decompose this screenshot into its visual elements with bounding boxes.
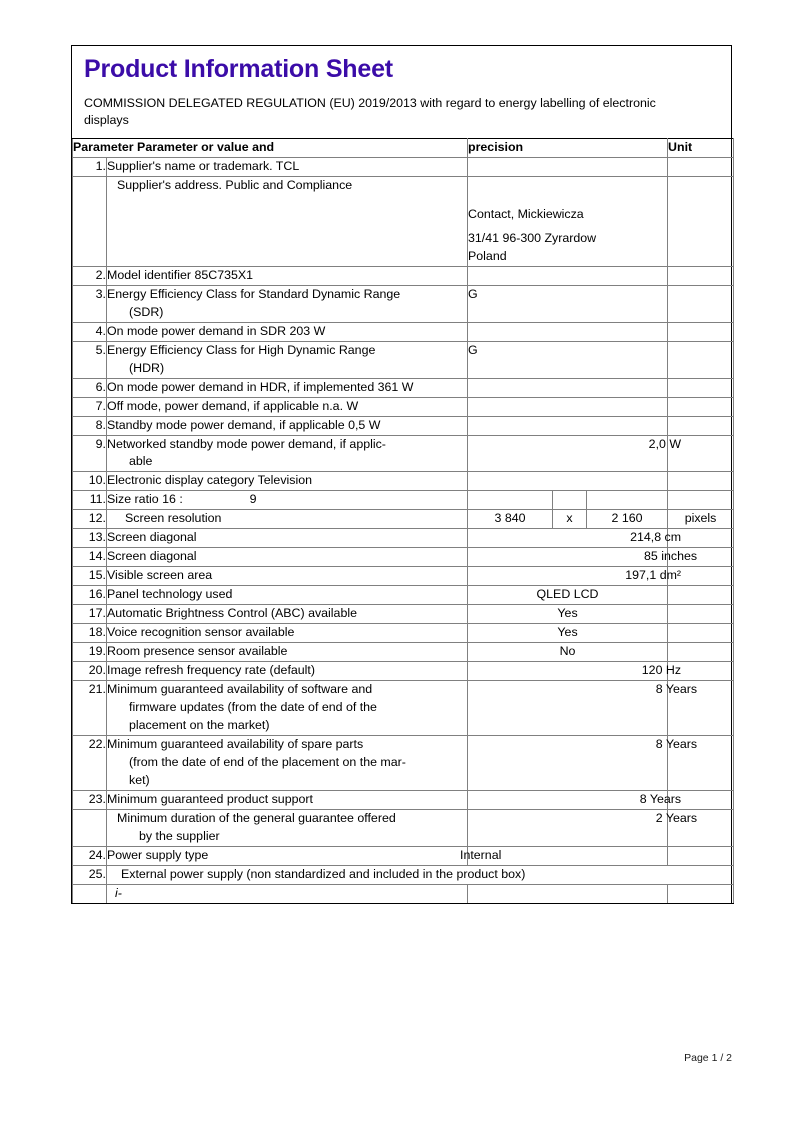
table-row <box>73 510 734 529</box>
row-number: 23. <box>73 791 107 810</box>
row-value-text: 8 Years <box>655 737 698 752</box>
table-row <box>73 643 734 662</box>
row-number: 4. <box>73 322 107 341</box>
row-number: 21. <box>73 681 107 736</box>
row-value <box>468 322 668 341</box>
row-value <box>468 529 682 548</box>
page-footer: Page 1 / 2 <box>684 1052 732 1064</box>
row-parameter: On mode power demand in SDR 203 W <box>107 322 468 341</box>
row-unit <box>668 643 734 662</box>
regulation-subtitle: COMMISSION DELEGATED REGULATION (EU) 2019/2013 with regard to energy labelling of electronic displays <box>84 95 656 128</box>
header-parameter-cell: Parameter Parameter or value and <box>73 138 468 157</box>
row-value: Yes <box>468 605 668 624</box>
table-row <box>73 624 734 643</box>
row-unit <box>668 567 734 586</box>
row-parameter-line2: firmware updates (from the date of end of the <box>129 700 377 715</box>
row-parameter: Supplier's address. Public and Compliance <box>107 176 468 266</box>
row-value <box>468 472 668 491</box>
row-value: Yes <box>468 624 668 643</box>
row-unit <box>668 529 734 548</box>
header-unit-cell: Unit <box>668 138 734 157</box>
row-value: No <box>468 643 668 662</box>
row-parameter <box>107 285 468 322</box>
row-value: QLED LCD <box>468 586 668 605</box>
table-row <box>73 662 734 681</box>
table-row <box>73 548 734 567</box>
row-parameter-line1: Minimum duration of the general guarantee offered <box>117 811 396 826</box>
row-unit <box>668 662 734 681</box>
row-value-text: Internal <box>460 848 502 863</box>
row-value-empty-3 <box>587 491 668 510</box>
row-value-text: 85 inches <box>644 549 698 564</box>
row-unit <box>668 736 734 791</box>
table-row <box>73 791 734 810</box>
row-number: 6. <box>73 378 107 397</box>
row-unit: pixels <box>668 510 734 529</box>
row-unit <box>668 285 734 322</box>
row-value <box>468 810 698 847</box>
row-unit <box>668 548 734 567</box>
row-parameter: Panel technology used <box>107 586 468 605</box>
row-unit <box>668 624 734 643</box>
address-line-1: Contact, Mickiewicza <box>468 206 584 221</box>
row-number <box>73 885 107 904</box>
row-parameter-line3: ket) <box>129 773 150 788</box>
row-number <box>73 176 107 266</box>
row-parameter-line2: (from the date of end of the placement on the mar- <box>129 755 406 770</box>
row-number: 7. <box>73 397 107 416</box>
table-row <box>73 529 734 548</box>
table-row <box>73 416 734 435</box>
row-value <box>468 157 668 176</box>
row-number <box>73 810 107 847</box>
row-parameter: On mode power demand in HDR, if implemented 361 W <box>107 378 468 397</box>
row-number: 8. <box>73 416 107 435</box>
row-parameter: Room presence sensor available <box>107 643 468 662</box>
address-line-2: 31/41 96-300 Zyrardow <box>468 230 597 245</box>
row-value-text: 8 Years <box>655 682 698 697</box>
row-value-text: 120 Hz <box>641 663 682 678</box>
row-value <box>468 378 668 397</box>
row-value <box>468 662 682 681</box>
row-unit <box>668 791 734 810</box>
row-parameter-line1: Energy Efficiency Class for Standard Dynamic Range <box>107 286 401 301</box>
row-parameter-line1: Minimum guaranteed availability of spare parts <box>107 737 364 752</box>
row-unit <box>668 605 734 624</box>
row-value-empty-2 <box>553 491 587 510</box>
row-parameter <box>107 491 468 510</box>
row-unit <box>668 885 734 904</box>
table-row <box>73 586 734 605</box>
row-number: 16. <box>73 586 107 605</box>
row-parameter: Screen resolution <box>107 510 468 529</box>
row-value <box>468 791 682 810</box>
row-unit <box>668 416 734 435</box>
row-parameter-line2: (HDR) <box>129 360 165 375</box>
row-unit <box>668 435 734 472</box>
row-number: 5. <box>73 341 107 378</box>
row-unit <box>668 378 734 397</box>
table-row <box>73 567 734 586</box>
row-number: 17. <box>73 605 107 624</box>
table-row <box>73 285 734 322</box>
row-unit <box>668 681 734 736</box>
row-number: 18. <box>73 624 107 643</box>
row-parameter <box>107 341 468 378</box>
table-row <box>73 491 734 510</box>
row-number: 15. <box>73 567 107 586</box>
row-number: 10. <box>73 472 107 491</box>
row-parameter-text: Power supply type <box>107 848 209 863</box>
table-row <box>73 736 734 791</box>
row-value <box>468 885 668 904</box>
row-unit <box>668 176 734 266</box>
row-value-address <box>468 176 668 266</box>
row-parameter: Image refresh frequency rate (default) <box>107 662 468 681</box>
row-number: 13. <box>73 529 107 548</box>
table-row <box>73 681 734 736</box>
row-parameter-text: Size ratio 16 : <box>107 492 183 507</box>
row-value <box>460 847 668 866</box>
resolution-width: 3 840 <box>468 510 553 529</box>
row-value-text: 197,1 dm² <box>625 568 682 583</box>
row-number: 20. <box>73 662 107 681</box>
row-unit <box>668 322 734 341</box>
row-parameter: Model identifier 85C735X1 <box>107 266 468 285</box>
row-parameter: Screen diagonal <box>107 529 468 548</box>
row-parameter: Electronic display category Television <box>107 472 468 491</box>
table-row <box>73 397 734 416</box>
row-value-empty-1 <box>468 491 553 510</box>
row-unit <box>668 586 734 605</box>
size-ratio-value: 9 <box>249 492 257 507</box>
table-row <box>73 847 734 866</box>
row-parameter: Off mode, power demand, if applicable n.a. W <box>107 397 468 416</box>
row-value <box>468 681 698 736</box>
row-number: 19. <box>73 643 107 662</box>
row-parameter-line2: able <box>129 454 153 469</box>
row-parameter <box>107 435 468 472</box>
row-parameter: Supplier's name or trademark. TCL <box>107 157 468 176</box>
row-unit <box>668 491 734 510</box>
row-parameter-line3: placement on the market) <box>129 718 270 733</box>
row-number: 25. <box>73 866 107 885</box>
row-number: 2. <box>73 266 107 285</box>
specification-table <box>72 138 734 904</box>
header-precision-cell: precision <box>468 138 668 157</box>
row-value-text: 8 Years <box>639 792 682 807</box>
product-information-sheet <box>71 45 732 904</box>
row-number: 9. <box>73 435 107 472</box>
table-header-row <box>73 138 734 157</box>
row-parameter-line2: (SDR) <box>129 304 164 319</box>
row-unit <box>668 472 734 491</box>
resolution-separator: x <box>553 510 587 529</box>
row-unit <box>668 157 734 176</box>
row-value: G <box>468 285 668 322</box>
row-parameter-line2: by the supplier <box>139 829 220 844</box>
table-row <box>73 866 734 885</box>
table-row <box>73 605 734 624</box>
row-value-text: 2 Years <box>655 811 698 826</box>
row-unit <box>668 847 734 866</box>
row-parameter-italic: i- <box>107 885 468 904</box>
table-row <box>73 810 734 847</box>
row-number: 11. <box>73 491 107 510</box>
row-unit <box>668 266 734 285</box>
row-value <box>468 435 682 472</box>
row-value <box>468 567 682 586</box>
row-value <box>468 397 668 416</box>
row-value <box>468 548 698 567</box>
table-row <box>73 176 734 266</box>
row-parameter: Automatic Brightness Control (ABC) available <box>107 605 468 624</box>
resolution-height: 2 160 <box>587 510 668 529</box>
row-parameter <box>107 681 468 736</box>
row-unit <box>668 810 734 847</box>
row-parameter: External power supply (non standardized and included in the product box) <box>107 866 734 885</box>
row-value <box>468 266 668 285</box>
table-row <box>73 435 734 472</box>
table-row <box>73 472 734 491</box>
row-number: 12. <box>73 510 107 529</box>
table-row <box>73 266 734 285</box>
row-parameter <box>107 736 468 791</box>
row-number: 3. <box>73 285 107 322</box>
row-number: 24. <box>73 847 107 866</box>
row-parameter-line1: Minimum guaranteed availability of software and <box>107 682 373 697</box>
row-parameter: Minimum guaranteed product support <box>107 791 468 810</box>
row-parameter: Standby mode power demand, if applicable 0,5 W <box>107 416 468 435</box>
row-number: 14. <box>73 548 107 567</box>
row-parameter <box>107 810 468 847</box>
address-line-3: Poland <box>468 248 507 263</box>
row-number: 1. <box>73 157 107 176</box>
row-value-text: 2,0 W <box>648 436 682 451</box>
row-number: 22. <box>73 736 107 791</box>
row-parameter: Visible screen area <box>107 567 468 586</box>
table-row <box>73 885 734 904</box>
row-value: G <box>468 341 668 378</box>
table-row <box>73 378 734 397</box>
row-unit <box>668 341 734 378</box>
row-parameter-line1: Networked standby mode power demand, if applic- <box>107 436 386 451</box>
row-parameter: Voice recognition sensor available <box>107 624 468 643</box>
page-title: Product Information Sheet <box>84 55 393 83</box>
row-value <box>468 416 668 435</box>
table-row <box>73 341 734 378</box>
table-row <box>73 157 734 176</box>
row-parameter: Screen diagonal <box>107 548 468 567</box>
row-unit <box>668 397 734 416</box>
row-parameter-line1: Energy Efficiency Class for High Dynamic Range <box>107 342 376 357</box>
document-header <box>72 46 731 138</box>
row-value <box>468 736 698 791</box>
row-parameter <box>107 847 468 866</box>
row-value-text: 214,8 cm <box>630 530 682 545</box>
table-row <box>73 322 734 341</box>
